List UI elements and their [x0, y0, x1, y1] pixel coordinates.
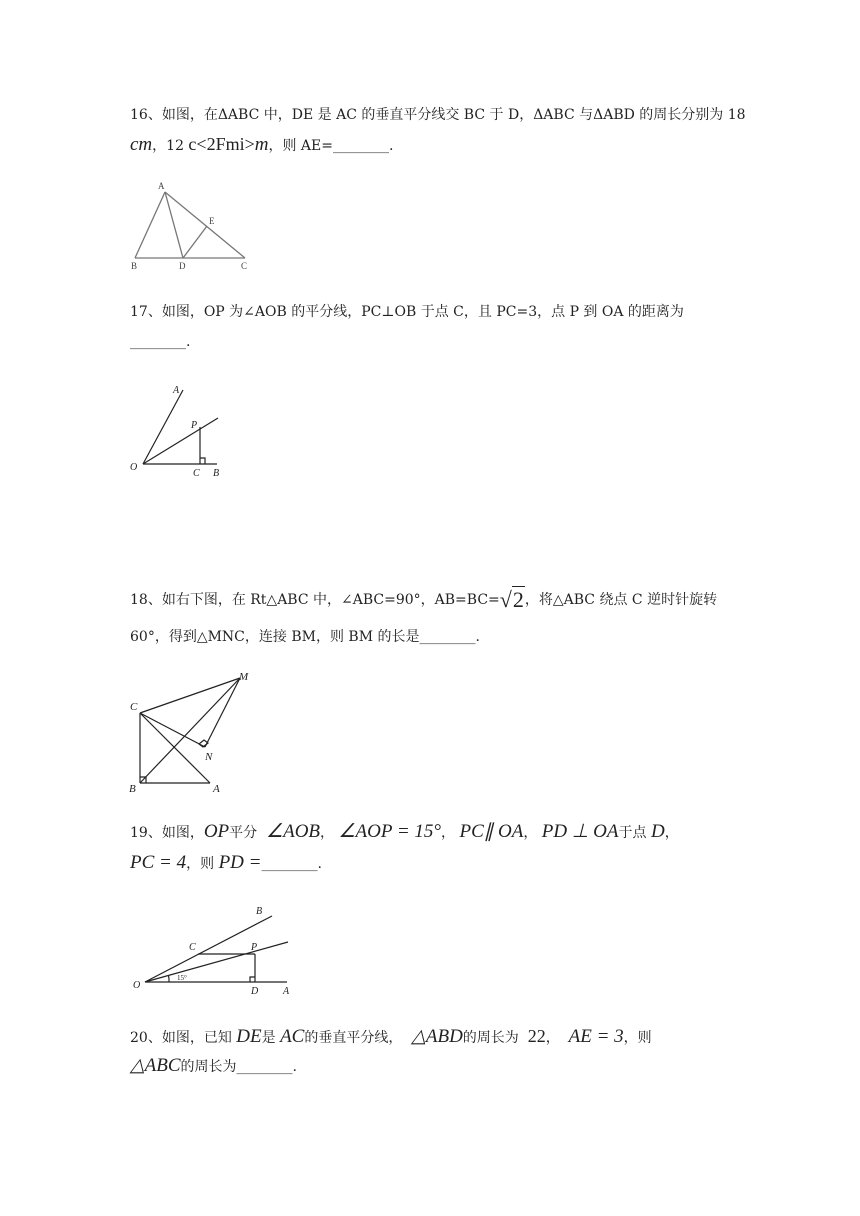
q16-garbled: c<2Fmi>: [188, 134, 255, 154]
q20-end: 的周长为________.: [180, 1059, 297, 1075]
q18-label-b: B: [129, 783, 136, 795]
q16-text-line1: 16、如图，在ΔABC 中，DE 是 AC 的垂直平分线交 BC 于 D，ΔABC 与ΔABD 的周长分别为 18: [130, 107, 746, 123]
q19-label-p: P: [251, 942, 258, 953]
q19-comma4: ，: [664, 825, 679, 841]
q18-text-line1: [130, 587, 718, 612]
q20-text-line2: [130, 1056, 297, 1077]
q16-mid: ，12: [152, 138, 189, 154]
q19-label-b: B: [256, 906, 263, 917]
q17-label-o: O: [130, 462, 138, 473]
q19-prefix: 19、如图，: [130, 825, 204, 841]
q18-label-n: N: [205, 751, 213, 763]
q18-figure: [125, 668, 260, 798]
q19-blank: ________.: [261, 856, 322, 872]
q19-pingfen: 平分: [229, 825, 258, 841]
q17-label-c: C: [193, 468, 200, 479]
q18-sqrt: √2: [499, 587, 524, 612]
q19-comma2: ，: [441, 825, 456, 841]
q19-angle-aob: ∠AOB: [266, 821, 321, 842]
q20-text-line1: [130, 1026, 652, 1048]
q16-unit-cm: cm: [130, 134, 153, 155]
q20-prefix: 20、如图，已知: [130, 1030, 232, 1046]
q20-ze: ，则: [623, 1030, 652, 1046]
q20-comma: ，: [545, 1030, 560, 1046]
q19-d: D: [650, 821, 665, 842]
q19-pc4: PC = 4: [130, 852, 187, 873]
q19-label-d: D: [251, 986, 259, 997]
q16-label-e: E: [209, 216, 215, 226]
q19-label-15deg: 15°: [177, 974, 187, 982]
q19-label-a: A: [283, 986, 290, 997]
q19-text-line1: [130, 822, 679, 843]
q17-label-a: A: [173, 385, 180, 396]
q16-label-a: A: [158, 181, 165, 191]
q19-pc-parallel-oa: PC∥ OA: [459, 821, 524, 842]
q16-end: ，则 AE=________.: [268, 138, 394, 154]
q19-comma1: ，: [320, 825, 335, 841]
q16-label-d: D: [179, 261, 186, 271]
q16-figure: [125, 180, 265, 275]
q16-unit-m: m: [254, 134, 269, 155]
q16-text-line2: [130, 134, 393, 156]
q19-comma3: ，: [523, 825, 538, 841]
q16-label-b: B: [131, 261, 138, 271]
q17-text-line2: ________.: [130, 334, 191, 350]
q20-ae3: AE = 3: [568, 1026, 624, 1047]
q17-figure: [125, 382, 235, 480]
q20-shi: 是: [261, 1030, 276, 1046]
q20-zhouchang: 的周长为: [462, 1030, 519, 1046]
q19-angle-aop: ∠AOP = 15°: [338, 821, 442, 842]
q18-part-a: 18、如右下图，在 Rt△ABC 中，∠ABC=90°，AB=BC=: [130, 592, 500, 608]
q19-label-c: C: [189, 942, 196, 953]
q19-pd-perp-oa: PD ⊥ OA: [541, 821, 619, 842]
q20-de: DE: [236, 1026, 262, 1047]
q20-val22: 22: [527, 1026, 546, 1046]
q18-label-a: A: [213, 783, 220, 795]
q20-ac: AC: [280, 1026, 305, 1047]
q19-text-line2: [130, 853, 322, 874]
q20-tri-abd: △ABD: [411, 1026, 463, 1047]
q17-text-line1: 17、如图，OP 为∠AOB 的平分线，PC⊥OB 于点 C，且 PC=3，点 P 到 OA 的距离为: [130, 304, 684, 320]
q19-figure: [125, 898, 300, 998]
q18-text-line2: 60°，得到△MNC，连接 BM，则 BM 的长是________.: [130, 629, 480, 645]
q19-ze: ，则: [186, 856, 215, 872]
q18-label-c: C: [130, 701, 138, 713]
q20-chuizhi: 的垂直平分线，: [304, 1030, 403, 1046]
q19-op: OP: [203, 821, 230, 842]
q17-label-p: P: [191, 420, 198, 431]
q17-label-b: B: [213, 468, 220, 479]
q18-part-b: ，将△ABC 绕点 C 逆时针旋转: [524, 592, 718, 608]
q16-label-c: C: [241, 261, 248, 271]
q19-yudian: 于点: [618, 825, 647, 841]
q18-label-m: M: [239, 671, 249, 683]
q20-tri-abc: △ABC: [130, 1055, 181, 1076]
q19-pd: PD =: [218, 852, 262, 873]
q19-label-o: O: [133, 980, 141, 991]
